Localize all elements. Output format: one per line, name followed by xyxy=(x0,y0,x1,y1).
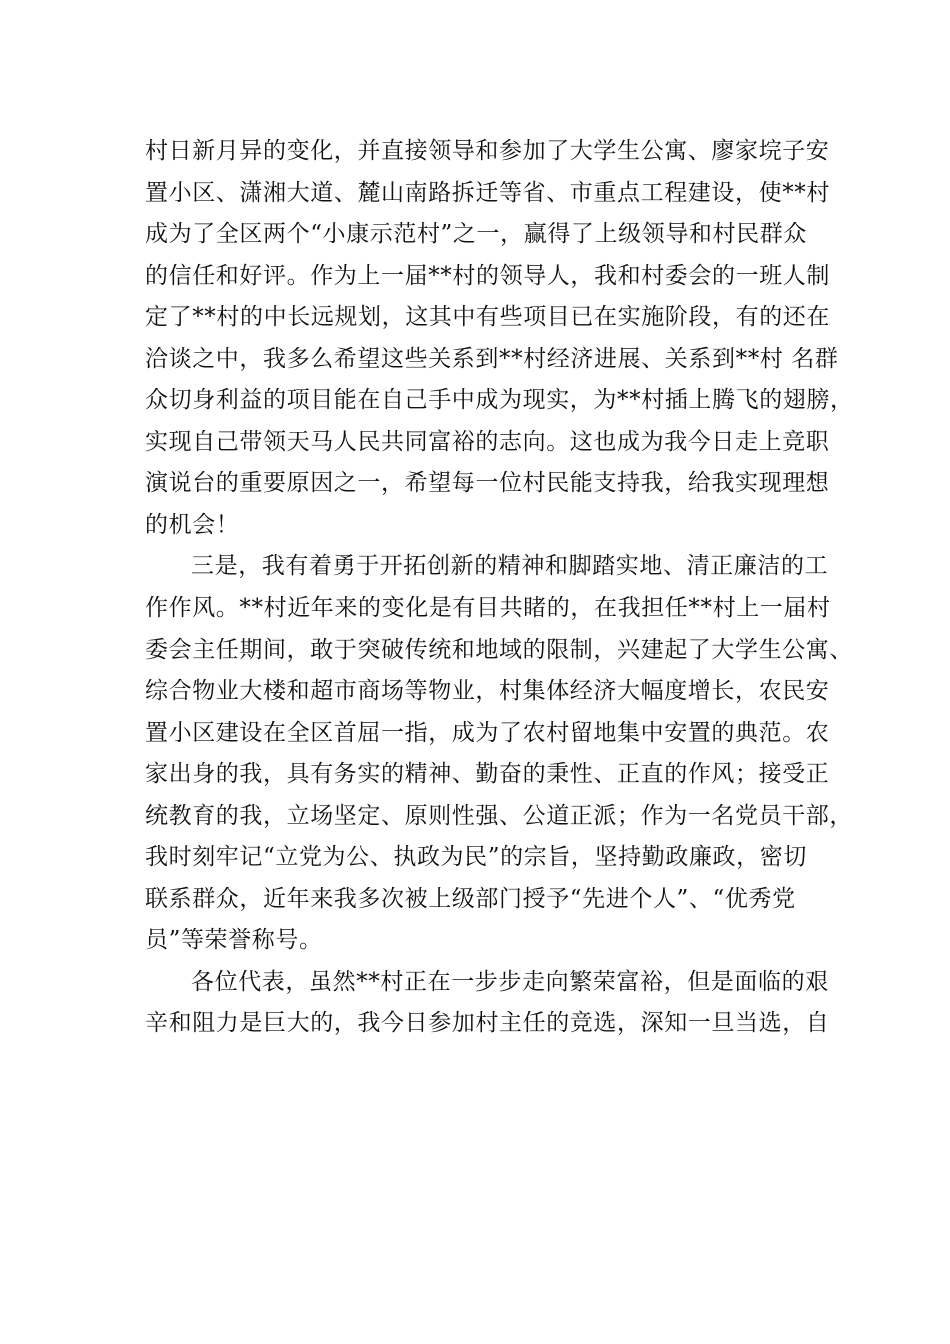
text-line: 我时刻牢记“立党为公、执政为民”的宗旨，坚持勤政廉政，密切 xyxy=(145,844,807,871)
text-line: 辛和阻力是巨大的，我今日参加村主任的竞选，深知一旦当选，自 xyxy=(145,1010,830,1037)
text-line: 演说台的重要原因之一，希望每一位村民能支持我，给我实现理想 xyxy=(145,470,830,497)
text-line: 置小区建设在全区首屈一指，成为了农村留地集中安置的典范。农 xyxy=(145,719,830,746)
text-line: 定了**村的中长远规划，这其中有些项目已在实施阶段，有的还在 xyxy=(145,304,830,331)
text-line: 家出身的我，具有务实的精神、勤奋的秉性、正直的作风；接受正 xyxy=(145,761,830,788)
text-line: 员”等荣誉称号。 xyxy=(145,927,323,954)
text-line: 三是，我有着勇于开拓创新的精神和脚踏实地、清正廉洁的工 xyxy=(191,553,829,580)
text-line: 实现自己带领天马人民共同富裕的志向。这也成为我今日走上竞职 xyxy=(145,428,830,455)
text-line: 成为了全区两个“小康示范村”之一，赢得了上级领导和村民群众 xyxy=(145,221,807,248)
text-line: 统教育的我，立场坚定、原则性强、公道正派；作为一名党员干部， xyxy=(145,802,853,829)
text-line: 的机会！ xyxy=(145,511,240,538)
text-line: 众切身利益的项目能在自己手中成为现实，为**村插上腾飞的翅膀， xyxy=(145,387,854,414)
paragraph-3 xyxy=(145,962,835,1045)
text-line: 的信任和好评。作为上一届**村的领导人，我和村委会的一班人制 xyxy=(145,262,830,289)
text-line: 综合物业大楼和超市商场等物业，村集体经济大幅度增长，农民安 xyxy=(145,678,830,705)
text-line: 各位代表，虽然**村正在一步步走向繁荣富裕，但是面临的艰 xyxy=(191,968,829,995)
text-line: 作作风。**村近年来的变化是有目共睹的，在我担任**村上一届村 xyxy=(145,595,831,622)
text-line: 村日新月异的变化，并直接领导和参加了大学生公寓、廖家垸子安 xyxy=(145,138,830,164)
text-line: 洽谈之中，我多么希望这些关系到**村经济进展、关系到**村 名群 xyxy=(145,345,839,372)
text-line: 委会主任期间，敢于突破传统和地域的限制，兴建起了大学生公寓、 xyxy=(145,636,853,663)
paragraph-1 xyxy=(145,131,854,546)
text-line: 联系群众，近年来我多次被上级部门授予“先进个人”、“优秀党 xyxy=(145,885,796,912)
paragraph-2 xyxy=(145,546,853,961)
document-body xyxy=(145,131,854,1045)
text-line: 置小区、潇湘大道、麓山南路拆迁等省、市重点工程建设，使**村 xyxy=(145,179,830,206)
